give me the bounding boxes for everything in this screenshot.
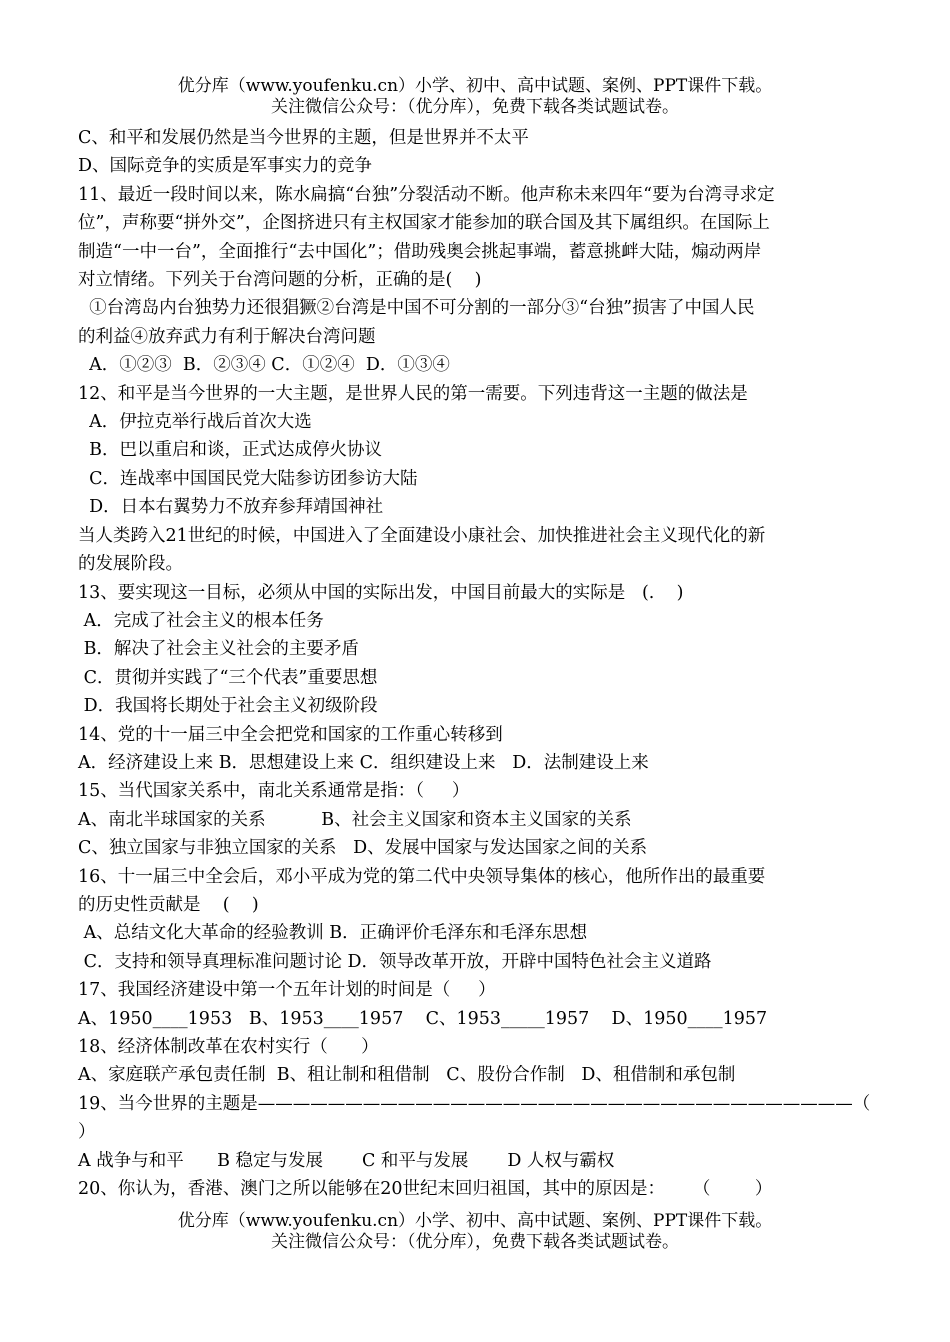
question-18-options: A、家庭联产承包责任制 B、租让制和租借制 C、股份合作制 D、租借制和承包制 bbox=[78, 1065, 736, 1086]
question-12-option-d: D．日本右翼势力不放弃参拜靖国神社 bbox=[78, 497, 384, 518]
question-16-line-2: 的历史性贡献是 ( ) bbox=[78, 894, 259, 915]
question-13-option-c: C．贯彻并实践了“三个代表”重要思想 bbox=[78, 667, 378, 688]
header-line-2: 关注微信公众号：（优分库），免费下载各类试题试卷。 bbox=[271, 97, 679, 117]
question-12-option-c: C．连战率中国国民党大陆参访团参访大陆 bbox=[78, 468, 418, 489]
question-15-options-cd: C、独立国家与非独立国家的关系 D、发展中国家与发达国家之间的关系 bbox=[78, 838, 648, 859]
page-footer bbox=[0, 1211, 950, 1253]
question-11-statements: ①台湾岛内台独势力还很猖獗②台湾是中国不可分割的一部分③“台独”损害了中国人民 bbox=[78, 298, 755, 319]
option-d-line: D、国际竞争的实质是军事实力的竞争 bbox=[78, 156, 373, 177]
question-11-line-4: 对立情绪。下列关于台湾问题的分析，正确的是( ) bbox=[78, 270, 482, 291]
question-14: 14、党的十一届三中全会把党和国家的工作重心转移到 bbox=[78, 724, 503, 745]
question-14-options: A．经济建设上来 B．思想建设上来 C．组织建设上来 D．法制建设上来 bbox=[78, 752, 649, 773]
question-12-option-b: B．巴以重启和谈，正式达成停火协议 bbox=[78, 440, 382, 461]
question-19-cont: ） bbox=[78, 1122, 96, 1143]
passage-line-2: 的发展阶段。 bbox=[78, 554, 183, 575]
question-19: 19、当今世界的主题是——————————————————————————————————（ bbox=[78, 1093, 871, 1114]
question-20: 20、你认为，香港、澳门之所以能够在20世纪末回归祖国，其中的原因是： （ ） bbox=[78, 1179, 773, 1200]
question-13-option-b: B．解决了社会主义社会的主要矛盾 bbox=[78, 639, 359, 660]
question-13-option-d: D．我国将长期处于社会主义初级阶段 bbox=[78, 696, 378, 717]
question-17: 17、我国经济建设中第一个五年计划的时间是（ ） bbox=[78, 980, 496, 1001]
page-header bbox=[0, 76, 950, 118]
question-11-statements-cont: 的利益④放弃武力有利于解决台湾问题 bbox=[78, 326, 376, 347]
question-18: 18、经济体制改革在农村实行（ ） bbox=[78, 1037, 379, 1057]
question-12-option-a: A．伊拉克举行战后首次大选 bbox=[78, 412, 312, 433]
question-19-options: A 战争与和平 B 稳定与发展 C 和平与发展 D 人权与霸权 bbox=[78, 1150, 615, 1171]
question-11-line-1: 11、最近一段时间以来，陈水扁搞“台独”分裂活动不断。他声称未来四年“要为台湾寻求定 bbox=[78, 184, 775, 205]
question-11-options: A．①②③ B．②③④ C．①②④ D．①③④ bbox=[78, 355, 450, 376]
question-12: 12、和平是当今世界的一大主题，是世界人民的第一需要。下列违背这一主题的做法是 bbox=[78, 383, 748, 404]
footer-line-1: 优分库（www.youfenku.cn）小学、初中、高中试题、案例、PPT课件下载。 bbox=[177, 1211, 773, 1231]
question-13-option-a: A．完成了社会主义的根本任务 bbox=[78, 610, 324, 631]
question-15: 15、当代国家关系中，南北关系通常是指：（ ） bbox=[78, 781, 470, 802]
footer-line-2: 关注微信公众号：（优分库），免费下载各类试题试卷。 bbox=[271, 1232, 679, 1252]
question-16-options-ab: A、总结文化大革命的经验教训 B．正确评价毛泽东和毛泽东思想 bbox=[78, 923, 588, 944]
header-line-1: 优分库（www.youfenku.cn）小学、初中、高中试题、案例、PPT课件下载。 bbox=[177, 76, 773, 96]
question-13: 13、要实现这一目标，必须从中国的实际出发，中国目前最大的实际是 (. ) bbox=[78, 582, 684, 603]
option-c-line: C、和平和发展仍然是当今世界的主题，但是世界并不太平 bbox=[78, 128, 529, 148]
question-16-options-cd: C．支持和领导真理标准问题讨论 D．领导改革开放，开辟中国特色社会主义道路 bbox=[78, 951, 712, 972]
question-17-options: A、1950____1953 B、1953____1957 C、1953_____1957 D、1950____1957 bbox=[78, 1008, 768, 1029]
question-16-line-1: 16、十一届三中全会后，邓小平成为党的第二代中央领导集体的核心，他所作出的最重要 bbox=[78, 866, 766, 887]
question-15-options-ab: A、南北半球国家的关系 B、社会主义国家和资本主义国家的关系 bbox=[78, 809, 632, 830]
question-11-line-2: 位”，声称要“拼外交”，企图挤进只有主权国家才能参加的联合国及其下属组织。在国际上 bbox=[78, 213, 770, 234]
passage-line-1: 当人类跨入21世纪的时候，中国进入了全面建设小康社会、加快推进社会主义现代化的新 bbox=[78, 525, 766, 546]
document-body bbox=[78, 124, 878, 1203]
question-11-line-3: 制造“一中一台”，全面推行“去中国化”；借助残奥会挑起事端，蓄意挑衅大陆，煽动两岸 bbox=[78, 241, 762, 262]
